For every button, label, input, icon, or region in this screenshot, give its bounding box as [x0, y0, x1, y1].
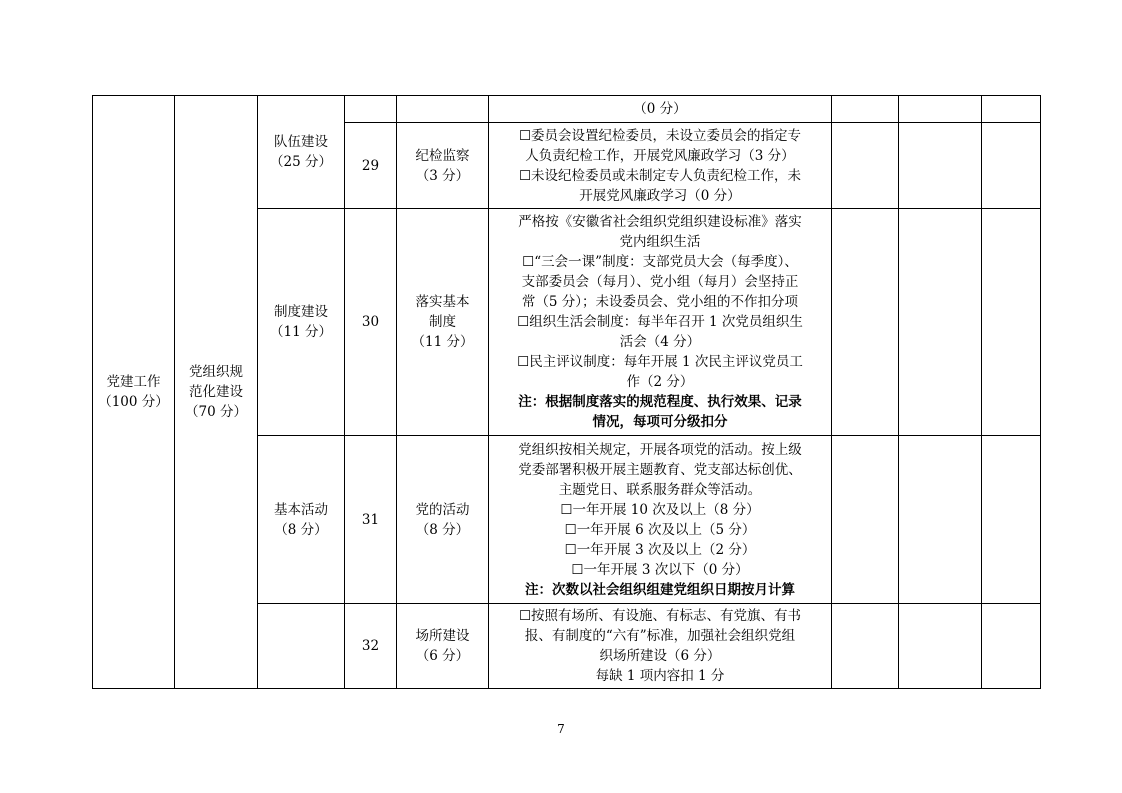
note-line: 情况，每项可分级扣分: [592, 414, 728, 430]
section-cell: [258, 96, 345, 209]
category-score: （100 分）: [98, 394, 169, 410]
content-cell: [489, 209, 832, 436]
category-title: 党建工作: [106, 374, 161, 390]
content-line: ☐按照有场所、有设施、有标志、有党旗、有书: [518, 608, 802, 624]
content-line: 每缺 1 项内容扣 1 分: [595, 668, 725, 684]
number-cell: 30: [345, 209, 397, 436]
item-score: （8 分）: [415, 521, 470, 538]
content-line: 活会（4 分）: [619, 334, 701, 350]
subcategory-line: 党组织规: [189, 364, 243, 380]
section-title: 队伍建设: [274, 134, 328, 150]
content-line: 常（5 分）；未设委员会、党小组的不作扣分项: [521, 294, 799, 310]
item-cell: [397, 209, 489, 436]
blank-cell: [899, 604, 982, 689]
item-title: 党的活动: [415, 501, 470, 518]
blank-cell: [982, 209, 1041, 436]
blank-cell: [982, 436, 1041, 604]
content-line: ☐未设纪检委员或未制定专人负责纪检工作，未: [518, 167, 802, 184]
evaluation-table: [92, 95, 1041, 689]
item-cell: [397, 436, 489, 604]
item-cell: [397, 96, 489, 123]
blank-cell: [982, 604, 1041, 689]
item-title: 纪检监察: [415, 147, 470, 164]
note-line: 注：根据制度落实的规范程度、执行效果、记录: [518, 394, 802, 410]
number-cell: 31: [345, 436, 397, 604]
content-line: ☐一年开展 6 次及以上（5 分）: [564, 521, 756, 538]
content-cell: [489, 604, 832, 689]
item-title: 场所建设: [415, 628, 470, 644]
number-cell: [345, 96, 397, 123]
blank-cell: [832, 96, 899, 123]
content-line: ☐委员会设置纪检委员，未设立委员会的指定专: [518, 127, 802, 144]
content-line: 开展党风廉政学习（0 分）: [579, 187, 741, 204]
content-line: 支部委员会（每月）、党小组（每月）会坚持正: [521, 274, 799, 290]
item-cell: [397, 123, 489, 209]
content-line: ☐一年开展 10 次及以上（8 分）: [560, 501, 760, 518]
subcategory-line: （70 分）: [185, 404, 247, 420]
section-cell: [258, 209, 345, 436]
subcategory-cell: [175, 96, 258, 689]
content-line: ☐一年开展 3 次以下（0 分）: [571, 561, 749, 578]
content-line: 党内组织生活: [619, 234, 701, 250]
content-line: ☐一年开展 3 次及以上（2 分）: [564, 541, 756, 558]
item-title: 制度: [429, 314, 456, 330]
section-title: 基本活动: [274, 501, 328, 518]
item-title: 落实基本: [415, 294, 470, 310]
content-line: ☐“三会一课”制度：支部党员大会（每季度）、: [522, 254, 798, 270]
number-cell: 29: [345, 123, 397, 209]
section-score: （11 分）: [270, 324, 332, 340]
table-row: [93, 96, 1041, 123]
section-title: 制度建设: [274, 304, 328, 320]
content-line: 作（2 分）: [626, 374, 694, 390]
section-cell: [258, 604, 345, 689]
note-line: 注：次数以社会组织组建党组织日期按月计算: [525, 581, 795, 598]
item-score: （6 分）: [415, 648, 470, 664]
content-line: 报、有制度的“六有”标准，加强社会组织党组: [524, 628, 796, 644]
subcategory-line: 范化建设: [189, 384, 243, 400]
number-cell: 32: [345, 604, 397, 689]
blank-cell: [982, 123, 1041, 209]
blank-cell: [899, 123, 982, 209]
content-line: （0 分）: [633, 101, 687, 117]
blank-cell: [899, 96, 982, 123]
page-number: 7: [557, 722, 565, 736]
item-cell: [397, 604, 489, 689]
blank-cell: [832, 123, 899, 209]
content-line: 党委部署积极开展主题教育、党支部达标创优、: [518, 461, 802, 478]
content-line: 织场所建设（6 分）: [599, 648, 721, 664]
content-line: 主题党日、联系服务群众等活动。: [558, 481, 762, 498]
category-cell: [93, 96, 175, 689]
blank-cell: [832, 604, 899, 689]
blank-cell: [899, 209, 982, 436]
section-cell: [258, 436, 345, 604]
blank-cell: [832, 436, 899, 604]
content-line: 党组织按相关规定，开展各项党的活动。按上级: [518, 441, 802, 458]
content-line: 人负责纪检工作，开展党风廉政学习（3 分）: [525, 147, 795, 164]
blank-cell: [982, 96, 1041, 123]
item-score: （11 分）: [411, 334, 474, 350]
item-score: （3 分）: [415, 167, 470, 184]
blank-cell: [832, 209, 899, 436]
content-line: ☐民主评议制度：每年开展 1 次民主评议党员工: [517, 354, 803, 370]
blank-cell: [899, 436, 982, 604]
content-cell: [489, 123, 832, 209]
content-cell: [489, 436, 832, 604]
content-line: 严格按《安徽省社会组织党组织建设标准》落实: [518, 214, 802, 230]
section-score: （8 分）: [274, 521, 328, 538]
content-line: ☐组织生活会制度：每半年召开 1 次党员组织生: [517, 314, 803, 330]
section-score: （25 分）: [270, 154, 332, 170]
content-cell: [489, 96, 832, 123]
